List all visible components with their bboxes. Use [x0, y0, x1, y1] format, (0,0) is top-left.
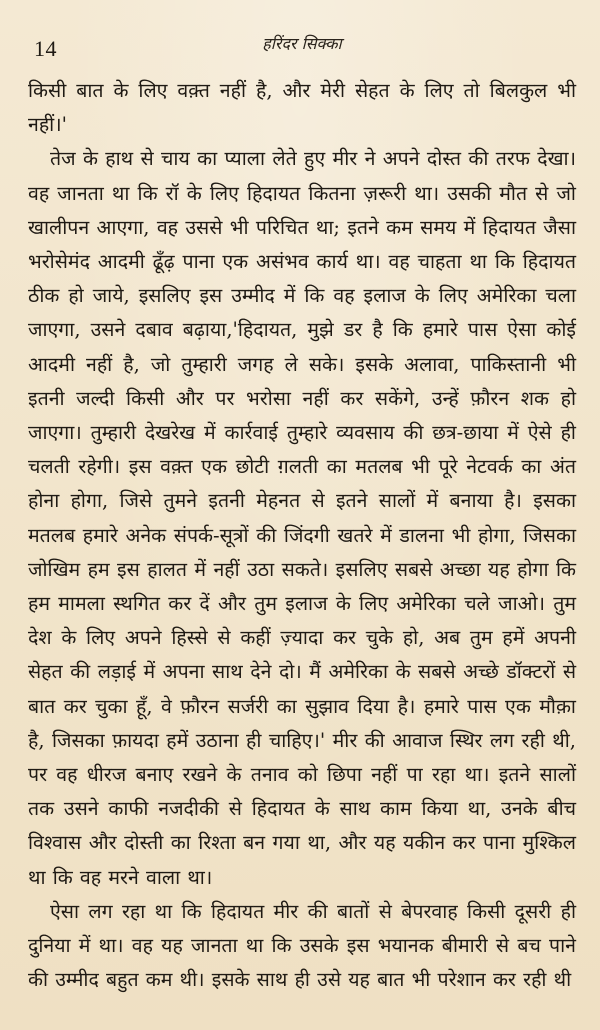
running-head-author: हरिंदर सिक्का	[262, 34, 342, 53]
paragraph-final: ऐसा लग रहा था कि हिदायत मीर की बातों से बेपरवाह किसी दूसरी ही दुनिया में था। वह यह जानता था कि उसके इस भयानक बीमारी से बच पाने की उम्मीद बहुत कम थी। इसके साथ ही उसे यह बात भी परेशान कर रही थी	[28, 899, 576, 992]
page-header	[28, 28, 576, 68]
paragraph-dialogue: तेज के हाथ से चाय का प्याला लेते हुए मीर ने अपने दोस्त की तरफ देखा। वह जानता था कि रॉ के लिए हिदायत कितना ज़रूरी था। उसकी मौत से जो खालीपन आएगा, वह उससे भी परिचित था; इतने कम समय में हिदायत जैसा भरोसेमंद आदमी ढूँढ़ पाना एक असंभव कार्य था। वह चाहता था कि हिदायत ठीक हो जाये, इसलिए इस उम्मीद में कि वह इलाज के लिए अमेरिका चला जाएगा, उसने दबाव बढ़ाया,'हिदायत, मुझे डर है कि हमारे पास ऐसा कोई आदमी नहीं है, जो तुम्हारी जगह ले सके। इसके अलावा, पाकिस्तानी भी इतनी जल्दी किसी और पर भरोसा नहीं कर सकेंगे, उन्हें फ़ौरन शक हो जाएगा। तुम्हारी देखरेख में कार्रवाई तुम्हारे व्यवसाय की छत्र-छाया में ऐसे ही चलती रहेगी। इस वक़्त एक छोटी ग़लती का मतलब भी पूरे नेटवर्क का अंत होना होगा, जिसे तुमने इतनी मेहनत से इतने सालों में बनाया है। इसका मतलब हमारे अनेक संपर्क-सूत्रों की जिंदगी खतरे में डालना भी होगा, जिसका जोखिम हम इस हालत में नहीं उठा सकते। इसलिए सबसे अच्छा यह होगा कि हम मामला स्थगित कर दें और तुम इलाज के लिए अमेरिका चले जाओ। तुम देश के लिए अपने हिस्से से कहीं ज़्यादा कर चुके हो, अब तुम हमें अपनी सेहत की लड़ाई में अपना साथ देने दो। मैं अमेरिका के सबसे अच्छे डॉक्टरों से बात कर चुका हूँ, वे फ़ौरन सर्जरी का सुझाव दिया है। हमारे पास एक मौक़ा है, जिसका फ़ायदा हमें उठाना ही चाहिए।' मीर की आवाज स्थिर लग रही थी, पर वह धीरज बनाए रखने के तनाव को छिपा नहीं पा रहा था। इतने सालों तक उसने काफी नजदीकी से हिदायत के साथ काम किया था, उनके बीच विश्वास और दोस्ती का रिश्ता बन गया था, और यह यकीन कर पाना मुश्किल था कि वह मरने वाला था।	[28, 147, 577, 889]
body-text	[28, 74, 576, 997]
page-number: 14	[34, 36, 57, 61]
paragraph-continued: किसी बात के लिए वक़्त नहीं है, और मेरी सेहत के लिए तो बिलकुल भी नहीं।'	[28, 79, 576, 137]
